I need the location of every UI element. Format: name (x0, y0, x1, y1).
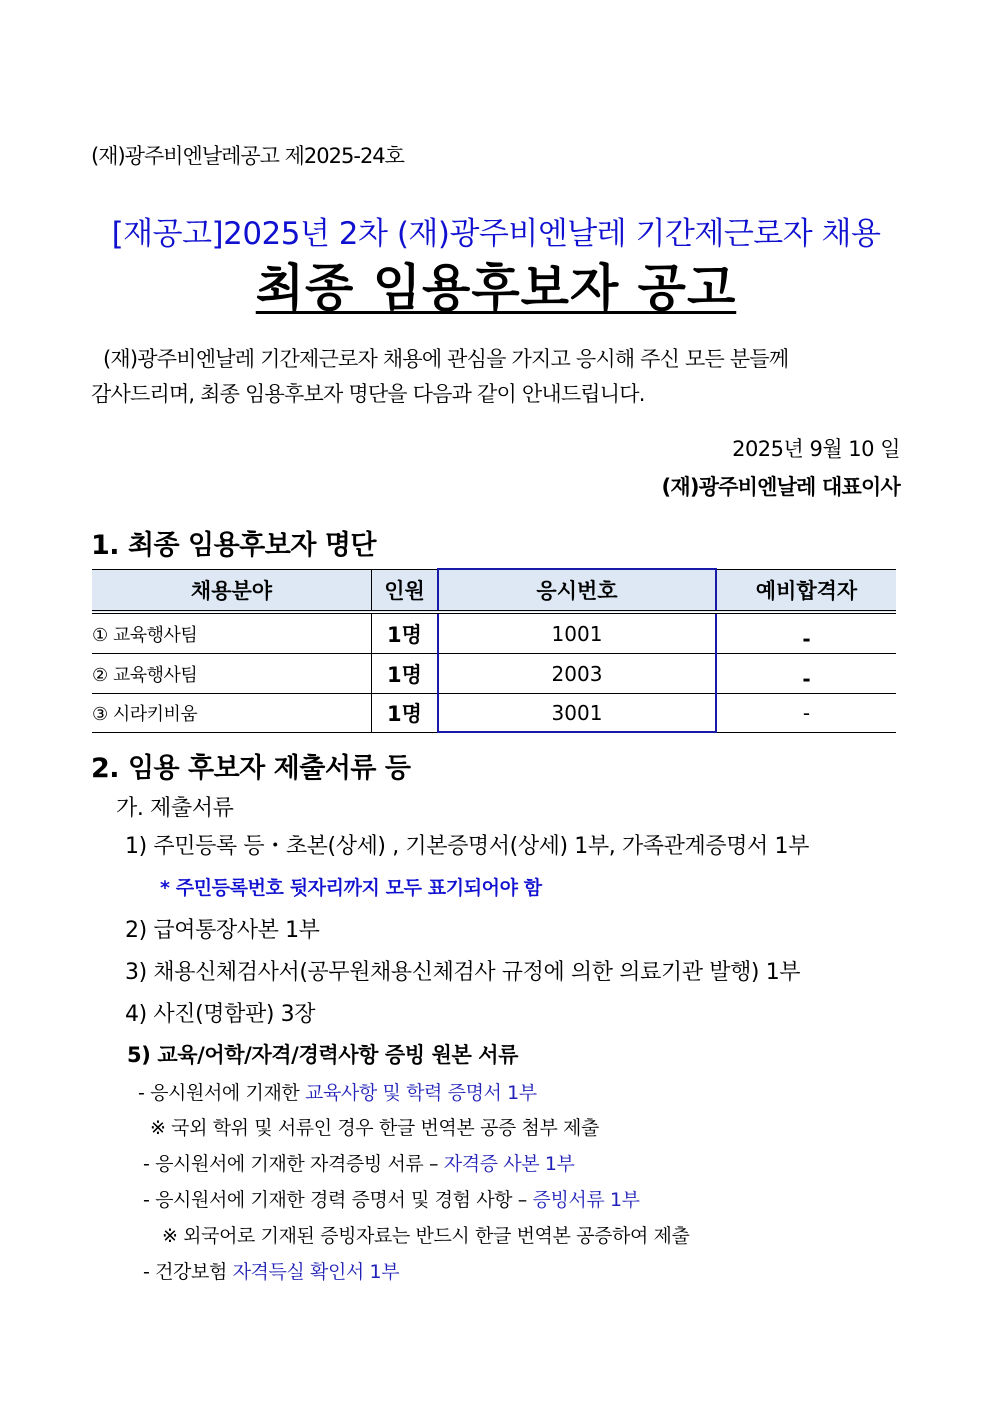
signer: (재)광주비엔날레 대표이사 (661, 475, 900, 499)
section-1-title: 1. 최종 임용후보자 명단 (91, 530, 376, 561)
table-row (92, 612, 896, 654)
cell-reserve: - (716, 654, 896, 694)
page-title-text: 최종 임용후보자 공고 (255, 259, 737, 317)
cell-exam-number: 1001 (438, 612, 716, 654)
cell-field: ③ 시라키비움 (92, 694, 372, 733)
doc-sub-item-insurance (143, 1257, 399, 1284)
notice-subtitle: [재공고]2025년 2차 (재)광주비엔날레 기간제근로자 채용 (111, 216, 881, 252)
doc-sub-note-overseas: ※ 국외 학위 및 서류인 경우 한글 번역본 공증 첨부 제출 (150, 1117, 599, 1139)
header-field: 채용분야 (92, 569, 372, 612)
candidate-table (92, 568, 896, 733)
header-exam-number: 응시번호 (438, 569, 716, 612)
sub-item-text: - 건강보험 (143, 1261, 233, 1283)
sub-item-highlight: 교육사항 및 학력 증명서 1부 (305, 1082, 537, 1104)
cell-exam-number: 2003 (438, 654, 716, 694)
doc-sub-item-education (138, 1078, 537, 1105)
doc-sub-item-career (143, 1185, 640, 1212)
cell-reserve: - (716, 612, 896, 654)
cell-reserve: - (716, 694, 896, 733)
table-header-row (92, 569, 896, 612)
notice-date: 2025년 9월 10 일 (732, 437, 900, 461)
doc-item-2: 2) 급여통장사본 1부 (125, 918, 320, 943)
doc-item-5: 5) 교육/어학/자격/경력사항 증빙 원본 서류 (127, 1043, 519, 1067)
sub-item-text: - 응시원서에 기재한 경력 증명서 및 경험 사항 – (143, 1189, 533, 1211)
table-row (92, 694, 896, 733)
doc-sub-item-certificate (143, 1149, 574, 1176)
cell-field: ① 교육행사팀 (92, 612, 372, 654)
intro-paragraph (91, 342, 788, 412)
sub-item-text: - 응시원서에 기재한 (138, 1082, 306, 1104)
sub-item-highlight: 자격증 사본 1부 (443, 1153, 575, 1175)
cell-field: ② 교육행사팀 (92, 654, 372, 694)
doc-item-4: 4) 사진(명함판) 3장 (125, 1002, 316, 1027)
header-count: 인원 (372, 569, 439, 612)
doc-sub-note-foreign: ※ 외국어로 기재된 증빙자료는 반드시 한글 번역본 공증하여 제출 (162, 1225, 690, 1247)
header-reserve: 예비합격자 (716, 569, 896, 612)
notice-number: (재)광주비엔날레공고 제2025-24호 (91, 144, 404, 168)
doc-item-1-note: * 주민등록번호 뒷자리까지 모두 표기되어야 함 (160, 877, 542, 899)
doc-item-1: 1) 주민등록 등・초본(상세) , 기본증명서(상세) 1부, 가족관계증명서 1부 (125, 834, 809, 859)
cell-count: 1명 (372, 694, 439, 733)
doc-item-3: 3) 채용신체검사서(공무원채용신체검사 규정에 의한 의료기관 발행) 1부 (125, 960, 801, 985)
intro-line-1: (재)광주비엔날레 기간제근로자 채용에 관심을 가지고 응시해 주신 모든 분들께 (103, 347, 789, 371)
sub-item-highlight: 자격득실 확인서 1부 (232, 1261, 400, 1283)
sub-item-text: - 응시원서에 기재한 자격증빙 서류 – (143, 1153, 444, 1175)
cell-exam-number: 3001 (438, 694, 716, 733)
cell-count: 1명 (372, 612, 439, 654)
sub-item-highlight: 증빙서류 1부 (532, 1189, 640, 1211)
subsection-documents: 가. 제출서류 (116, 796, 234, 821)
cell-count: 1명 (372, 654, 439, 694)
table-row (92, 654, 896, 694)
page-title (0, 248, 992, 320)
intro-line-2: 감사드리며, 최종 임용후보자 명단을 다음과 같이 안내드립니다. (91, 382, 645, 406)
section-2-title: 2. 임용 후보자 제출서류 등 (91, 753, 411, 784)
